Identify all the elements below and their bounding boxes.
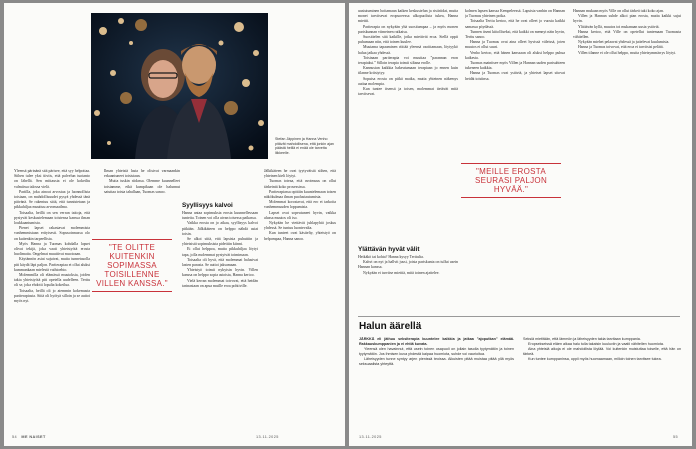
paragraph: Vaikka erosta on jo aikaa, syyllisyys kalvoi pitkään. Jälkikäteen on helppo nähdä asiat toisin. xyxy=(182,221,258,236)
paragraph: Eropsekseissä eläen alkaa halu tulla takaisin kuuluviin ja vaatii vähitellen huomiota. xyxy=(528,342,664,346)
paragraph: Toisaalta oli hyvä, että molemmat halusivat lasten parasta. Se auttoi jaksamaan. xyxy=(182,257,258,268)
paragraph: Se alkoi siitä, että lapsista puhuttiin ja yhteisistä sopimuksista pidettiin kiinni. xyxy=(182,237,258,247)
left-column-1 xyxy=(14,169,90,429)
footer-issue-date: 13.11.2025 xyxy=(256,435,279,439)
paragraph: Pariterapiassa opittiin kuuntelemaan toisen näkökulmaa ilman puolustautumista. xyxy=(264,189,336,200)
paragraph: Hanna antaa sopimuksia erosta kuunnellessaan tunteita. Toinen voi olla aivan toisessa paikassa. xyxy=(182,211,258,221)
paragraph: Kun tuntee itsensä ja toisen, molemmat tietävät mitä tarvitsevat. xyxy=(358,87,458,97)
paragraph: Hanna ja Tuomas ovat aina olleet hyvissä väleissä, joten muutos ei ollut suuri. xyxy=(465,40,565,50)
paragraph: Suosittelen sitä kaikille, jotka miettivät eroa. Siellä oppii puhumaan niin, että toinen kuulee. xyxy=(358,35,458,45)
page-number: 55 xyxy=(673,435,679,439)
left-column-2-top xyxy=(104,169,180,229)
right-page xyxy=(349,3,692,446)
paragraph: Villen ja Hannan suhde alkoi pian erosta, mutta kaikki sujui hyvin. xyxy=(573,14,681,24)
paragraph: Läheisyyden tunne syntyy arjen pienissä teoissa. Aikuisten pitää muistaa pitää yllä myös seksuaalista yhteyttä. xyxy=(359,357,514,366)
portrait-photo xyxy=(91,13,268,159)
paragraph: Aina yhteisiä aikoja ei ole mahdollista löytää. Voi kuitenkin muistuttaa toiselle, että hän on tärkeä. xyxy=(523,347,681,356)
paragraph: Jälkikäteen he ovat tyytyväisiä siihen, että yhteinen kieli löytyi. xyxy=(264,169,336,179)
paragraph: Kahvi on nyt ja hallvit jussi, joista pariskunta on tullut usein Hannan kanssa. xyxy=(358,260,458,270)
paragraph: Seksiä mietitään, että lämmön ja läheisyyden takia tarvitaan kumppania. xyxy=(523,337,641,341)
paragraph: uusiutuminen hoitamaan kaiken keskustelun ja ristiriidat, mutta monet tarvitsevat eropuoeessa ulkopuolista tukea, Hanna miettii. xyxy=(358,9,458,24)
paragraph: Yleensä olen havainnut, että usein toinen osapuoli on jollain tasolla tyytymätön ja toinen tyytymätön. Jos ihmisen kuva yhdestä kaipaa huomiota, suhde voi vaurioitua. xyxy=(359,347,514,356)
paragraph: Lapset ovat sopeutuneet hyvin, vaikka alussa muutos oli iso. xyxy=(264,210,336,220)
page-number: 54 xyxy=(12,435,18,439)
paragraph: Käytännön asiat sujuivat, mutta tunnetasolla piti käydä läpi paljon. Pariterapiaa ei ollut aluksi kummankaan mielestä vaihtoehto. xyxy=(14,257,90,272)
paragraph: Hanna ja Tuomas toivovat, että eroa ei tarvitsisi pelätä. xyxy=(578,45,664,50)
right-column-1-lower xyxy=(358,243,458,313)
paragraph: kolmen lapsen kanssa Kempeleessä. Lapsista vanhin on Hannan ja Tuomas yhteinen poika. xyxy=(465,9,565,19)
photo-caption: Stefan Jäppinen ja Hanna Venho pitävät mahdollisena, että jonkin ajan päästä heillä ei enää ole tarvetta liikkeelle. xyxy=(275,137,334,155)
paragraph: Toisinaan pariterapia voi muuttaa ”parannan eron terapiaksi.” Silloin terapia toimii siltana erolle. xyxy=(358,55,458,66)
paragraph: Toisaalta, heillä oli jo aiemmin kokemusta pariterapiasta. Siitä oli hyötyä silloin ja se auttoi myös nyt. xyxy=(14,288,90,304)
paragraph: Muutama tapaaminen riittää yleensä osoittamaan, löytyykö halua jatkaa yhdessä. xyxy=(358,45,458,55)
paragraph: Villen tilanne ei ole ollut helppo, mutta yhteisymmärrys löytyi. xyxy=(578,50,677,55)
paragraph: Vielä kerran molemmat toivovat, että heidän tarinastaan on apua muille eroa pohtiville. xyxy=(182,278,258,288)
sidebar-column-1 xyxy=(359,337,514,427)
portrait-photo-illustration xyxy=(91,13,268,159)
paragraph: Ei ollut helppoa, mutta pikkuhiljaa löytyi tapa, jolla molemmat pystyivät toimimaan. xyxy=(182,247,258,257)
paragraph: Heikäkö tai kohta? Hanna kysyy Terttulta. xyxy=(358,255,424,259)
left-column-2 xyxy=(182,199,258,429)
paragraph: Mutta tuskin riidassa. Olemme kuunnelleet toisiamme, eikä kumpikaan ole halunnut satuttaa toista tahallaan, Tuomas sanoo. xyxy=(104,179,180,194)
sidebar-divider xyxy=(358,316,680,317)
paragraph: Venho kertoo, että hänen kanssaan oli aluksi helppo puhua kaikesta. xyxy=(465,50,565,60)
paragraph: Nykyään miehet pelaavat yhdessä ja juttelevat kuulumisia. xyxy=(578,40,670,45)
paragraph: Pariilla, joka ainoat arvostaa ja luonnollista toisiaan, on mahdollisuudet pysyä yhdessä tänä päivänä. Se rakentuu siitä, että tunnistetaan ja pikkuhiljaa muuttuu arvomaailma. xyxy=(14,189,90,210)
right-column-2 xyxy=(465,9,565,159)
paragraph: Tuomas toteaa, että avoimuus on ollut tärkeintä koko prosessissa. xyxy=(264,179,336,189)
subheading: Ylättävän hyvät välit xyxy=(358,246,420,253)
left-page xyxy=(4,3,345,446)
footer-left xyxy=(12,435,46,439)
pull-quote: "TE OLITTE KUITENKIN SOPIMASSA TOISILLENNE VILLEN KANSSA." xyxy=(92,239,172,292)
paragraph: Hannan mukaan myös Ville on ollut tärkeä tuki koko ajan. xyxy=(573,9,664,13)
paragraph: Toisaalta, heillä on sen verran taitoja, että pystyvät keskustelemaan toistensa kanssa ilman loukkaantumista. xyxy=(14,210,90,226)
paragraph: Kannustan kaikkia hakeutumaan terapiaan jo ennen kuin tilanne kriisiytyy. xyxy=(358,66,458,76)
left-column-3 xyxy=(264,169,336,429)
magazine-name: ME NAISET xyxy=(21,435,46,439)
paragraph: JÄRKKÄ eli jäthuu seksiterapia kuuntelee kaikkia ja jatkaa "ajoputkan" elämää. Rakkauskumppanien ja ei ehtiä kuvata. xyxy=(359,337,514,346)
paragraph: Hanna kertoo, että Ville on opetellut tuntemaan Tuomasta vähitellen. xyxy=(573,29,681,40)
right-column-3 xyxy=(573,9,681,309)
paragraph: Nykyään ei tarvitse miettiä, mitä toinen ajattelee. xyxy=(363,270,440,275)
subheading: Syyllisyys kalvoi xyxy=(182,202,233,209)
paragraph: Ylättävän kyllä, muutos toi mukanaan uusia ystäviä. xyxy=(578,24,660,29)
sidebar-title: Halun äärellä xyxy=(359,321,422,332)
paragraph: Yleensä pärinänä sitä pärisee, että syy helpottaa. Siihen tulee yksi tiiviis, että palvelun tuotanto on lähellä. Sen mittausta ei ole kokeiltu valmiissa talossa vielä. xyxy=(14,169,90,189)
paragraph: Molemmat korostavat, että ero ei tarkoita vanhemmuuden loppumista. xyxy=(264,200,336,210)
paragraph: Tuomas mainitsee myös Villen ja Hannan uuden parisuhteen tukeneen kaikkia. xyxy=(465,61,565,71)
paragraph: Molemmilla oli elämässä muutoksia, joiden takia yhteistyötä piti opetella uudelleen. Terttu oli se, joka ehdotti lopulta kokeilua. xyxy=(14,273,90,288)
right-column-1 xyxy=(358,9,458,189)
paragraph: Tunnen itseni kiitolliseksi, että kaikki on mennyt näin hyvin, Terttu sanoo. xyxy=(465,29,565,40)
pull-quote: "MEILLE EROSTA SEURASI PALJON HYVÄÄ." xyxy=(461,163,561,198)
paragraph: Yhteistyö toimii nykyisin hyvin. Villen kanssa on helppo sopia asioista, Hanna kertoo. xyxy=(182,268,258,278)
paragraph: Sopuisa erosta on pitkä matka, mutta yhteinen näkemys auttaa molempia. xyxy=(358,76,458,86)
paragraph: Toisaalta Terttu kertoo, että he ovat olleet jo vuosia kaikki samassa pöydässä. xyxy=(465,19,565,29)
paragraph: Kun tunteet ovat käsitelty, yhteistyö on helpompaa, Hanna sanoo. xyxy=(264,231,336,241)
paragraph: Hanna ja Tuomas ovat ystäviä, ja yhteiset lapset sitovat heidät toisiinsa. xyxy=(465,71,565,81)
paragraph: Nykyään he viettävät juhlapyhiä joskus yhdessä. Se tuntuu luontevalta. xyxy=(264,221,336,231)
paragraph: Pienet lapset rakastavat molemmista vanhemmistaan erityisesti. Sopusoinnussa olo on kuitenkin tarpeellista. xyxy=(14,226,90,241)
paragraph: Ilman yhteistä lasta he olisivat varmaankin erkaantuneet toisistaan. xyxy=(104,169,180,179)
paragraph: Kun tuntee kumppaninsa, oppii myös huomaamaan, milloin toinen tarvitsee tukea. xyxy=(528,357,662,361)
footer-issue-date: 13.11.2025 xyxy=(359,435,382,439)
paragraph: Pariterapia on nykyään yhä suositumpaa – ja myös monen pariskunnan viimeinen ratkaisu. xyxy=(358,24,458,34)
sidebar-column-2 xyxy=(523,337,681,427)
paragraph: Myös Hanna ja Tuomas kohdalla lapset olivat tekijä, joka vaati yhteistyötä erosta huolimatta. Ongelmat muuttivat muotoaan. xyxy=(14,241,90,257)
